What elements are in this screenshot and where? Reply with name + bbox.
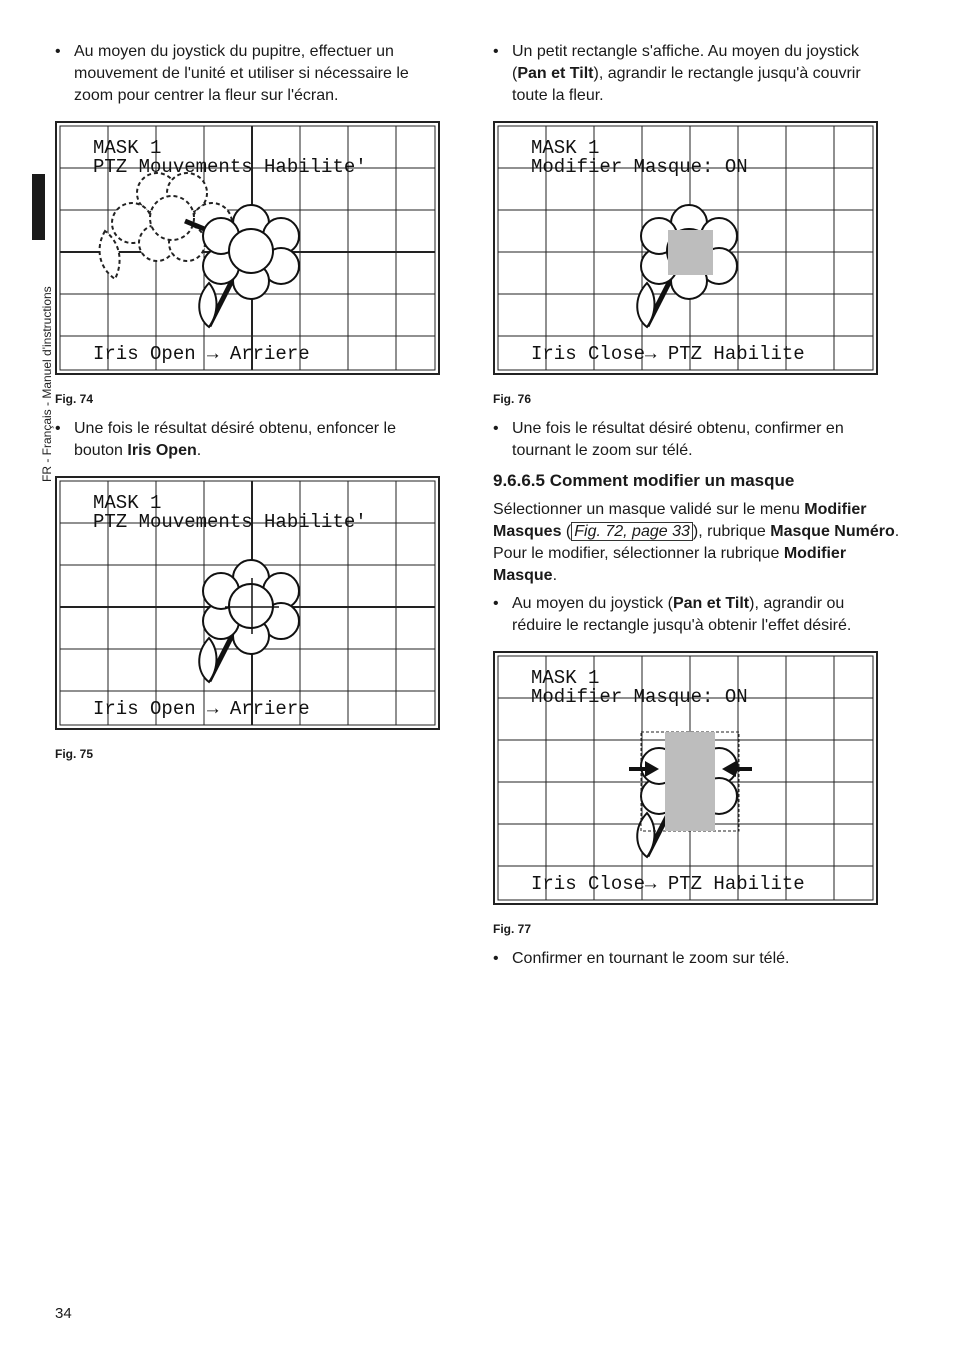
osd-screen-fig74 [55,121,440,375]
osd-line-3: Iris Open → Arriere [93,698,310,720]
bullet-dot: • [493,950,499,967]
menu-item-name: Masque Numéro [770,523,895,540]
bullet-bold: Iris Open [127,442,197,459]
bullet-item [493,948,897,970]
osd-line-2: PTZ Mouvements Habilite' [93,156,367,178]
osd-screen-fig76 [493,121,878,375]
bullet-dot: • [493,420,499,437]
figure-caption: Fig. 75 [55,747,94,761]
menu-name: Modifier Masques [493,501,867,540]
page-number: 34 [55,1305,72,1322]
mask-rectangle [665,732,715,831]
osd-screen-fig75 [55,476,440,730]
osd-line-3: Iris Close→ PTZ Habilite [531,873,805,895]
figure-caption: Fig. 76 [493,392,532,406]
body-paragraph [493,499,903,587]
figure-caption: Fig. 74 [55,392,94,406]
bullet-text: Un petit rectangle s'affiche. Au moyen du joystick ( [512,43,859,82]
flower-icon [199,560,299,682]
bullet-item [55,41,444,107]
bullet-text: Une fois le résultat désiré obtenu, confirmer en tournant le zoom sur télé. [512,420,844,459]
bullet-text: . [196,442,202,459]
bullet-text: Une fois le résultat désiré obtenu, enfoncer le bouton [74,420,396,459]
bullet-item [55,418,444,462]
section-heading: 9.6.6.5 Comment modifier un masque [493,471,795,490]
paragraph-text: . [552,567,558,584]
osd-line-3: Iris Close→ PTZ Habilite [531,343,805,365]
bullet-item [493,593,897,637]
bullet-dot: • [55,43,61,60]
paragraph-text: . Pour le modifier, sélectionner la rubrique [493,523,900,562]
osd-line-3: Iris Open → Arriere [93,343,310,365]
osd-line-1: MASK 1 [531,137,600,159]
osd-line-1: MASK 1 [93,492,162,514]
osd-line-2: Modifier Masque: ON [531,156,748,178]
figure-cross-reference-link[interactable]: Fig. 72, page 33 [571,522,693,541]
bullet-text: ), agrandir le rectangle jusqu'à couvrir toute la fleur. [512,65,861,104]
sidebar-label: FR - Français - Manuel d'instructions [40,286,54,482]
bullet-dot: • [55,420,61,437]
paragraph-text: ), rubrique [692,523,771,540]
flower-icon [199,205,299,327]
osd-line-1: MASK 1 [531,667,600,689]
figure-caption: Fig. 77 [493,922,532,936]
bullet-item [493,418,897,462]
paragraph-text: ( [561,523,572,540]
bullet-text: Au moyen du joystick ( [512,595,673,612]
bullet-item [493,41,897,107]
bullet-dot: • [493,43,499,60]
osd-line-1: MASK 1 [93,137,162,159]
bullet-text: Au moyen du joystick du pupitre, effectuer un mouvement de l'unité et utiliser si nécessaire le zoom pour centrer la fleur sur l'écran. [74,43,409,104]
paragraph-text: Sélectionner un masque validé sur le menu [493,501,805,518]
bullet-bold: Pan et Tilt [672,595,750,612]
mask-rectangle [668,230,713,275]
bullet-bold: Pan et Tilt [517,65,594,82]
sidebar-tab-marker [32,174,45,240]
osd-screen-fig77 [493,651,878,905]
bullet-text: ), agrandir ou réduire le rectangle jusqu'à obtenir l'effet désiré. [512,595,852,634]
osd-line-2: Modifier Masque: ON [531,686,748,708]
menu-item-name: Modifier Masque [493,545,847,584]
osd-line-2: PTZ Mouvements Habilite' [93,511,367,533]
bullet-text: Confirmer en tournant le zoom sur télé. [512,950,790,967]
bullet-dot: • [493,595,499,612]
